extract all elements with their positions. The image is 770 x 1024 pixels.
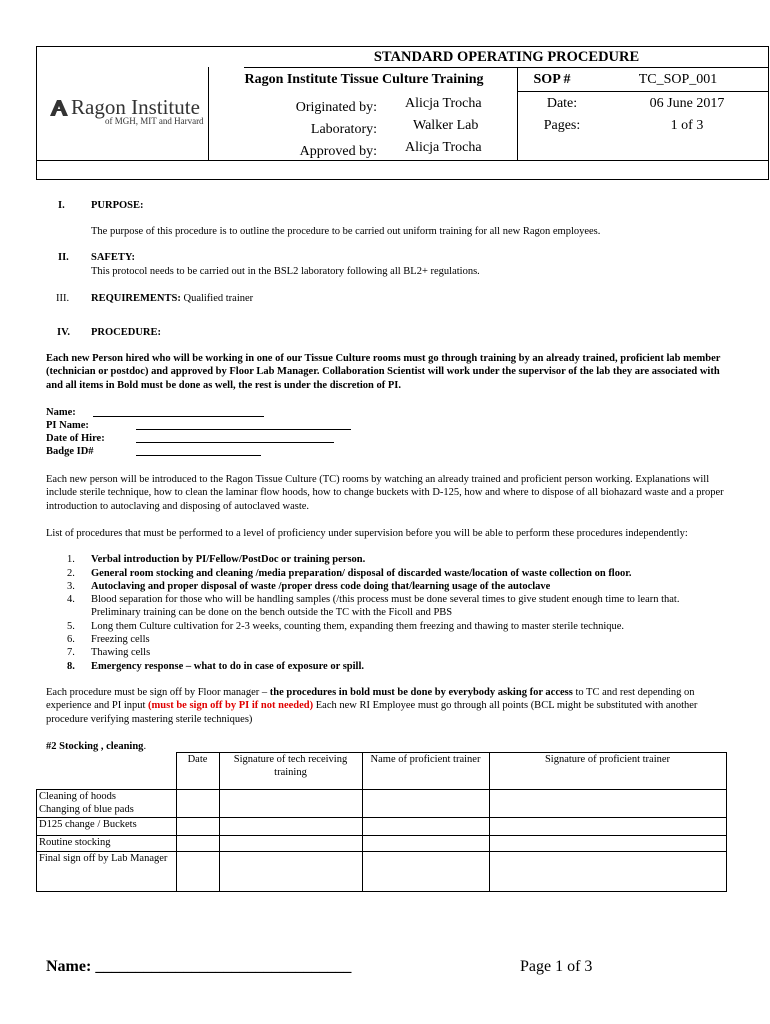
- table-cell[interactable]: [219, 790, 362, 818]
- divider: [208, 67, 209, 160]
- table-cell[interactable]: [362, 818, 489, 836]
- table-row-label: D125 change / Buckets: [37, 818, 177, 836]
- table-header-row: [37, 753, 727, 790]
- footer-page-number: Page 1 of 3: [520, 958, 593, 975]
- table-caption-period: .: [143, 741, 147, 752]
- purpose-heading: PURPOSE:: [91, 200, 144, 211]
- list-item-number: 8.: [67, 661, 75, 672]
- logo-subtitle: of MGH, MIT and Harvard: [105, 116, 204, 126]
- pages-value: 1 of 3: [670, 118, 704, 133]
- sop-title: STANDARD OPERATING PROCEDURE: [244, 47, 769, 68]
- list-item: General room stocking and cleaning /media preparation/ disposal of discarded waste/location of waste collection on floor.: [91, 568, 632, 579]
- table-cell[interactable]: [219, 836, 362, 852]
- signoff-red-note: (must be sign off by PI if not needed): [148, 700, 314, 712]
- table-cell[interactable]: [489, 790, 726, 818]
- date-of-hire-label: Date of Hire:: [46, 433, 105, 444]
- table-row-label: Routine stocking: [37, 836, 177, 852]
- table-row: [37, 790, 727, 818]
- purpose-text: The purpose of this procedure is to outline the procedure to be carried out uniform training for all new Ragon employees.: [91, 226, 601, 237]
- table-caption-text: #2 Stocking , cleaning: [46, 741, 144, 752]
- pi-name-label: PI Name:: [46, 420, 89, 431]
- list-item: Emergency response – what to do in case of exposure or spill.: [91, 661, 364, 672]
- table-row: [37, 836, 727, 852]
- safety-heading: SAFETY:: [91, 252, 135, 263]
- approved-label: Approved by:: [299, 144, 377, 159]
- procedure-heading: PROCEDURE:: [91, 327, 161, 338]
- table-cell[interactable]: [489, 852, 726, 892]
- sop-subtitle: Ragon Institute Tissue Culture Training: [244, 72, 484, 87]
- purpose-number: I.: [58, 200, 65, 211]
- badge-id-label: Badge ID#: [46, 446, 94, 457]
- table-header-blank: [37, 753, 177, 790]
- sop-number-value: TC_SOP_001: [638, 72, 718, 87]
- badge-id-line[interactable]: [136, 455, 261, 456]
- signoff-text: Each procedure must be sign off by Floor manager –: [46, 687, 270, 698]
- table-cell[interactable]: [176, 790, 219, 818]
- list-item: Thawing cells: [91, 647, 151, 658]
- table-cell[interactable]: [489, 818, 726, 836]
- table-header-trainer-name: Name of proficient trainer: [362, 753, 489, 790]
- laboratory-value: Walker Lab: [413, 118, 479, 133]
- intro-paragraph: Each new person will be introduced to the Ragon Tissue Culture (TC) rooms by watching an already trained and proficient person working. Explanations will include sterile technique, how to clean the laminar flow hoods, how to change buckets with D-125, how and where to dispose of all biohazard waste and a proper introduction to autoclaving and disposing of autoclaved waste.: [46, 474, 724, 512]
- signoff-paragraph: [46, 686, 726, 726]
- table-row: [37, 852, 727, 892]
- list-item-number: 2.: [67, 568, 75, 579]
- table-row-label: Final sign off by Lab Manager: [37, 852, 177, 892]
- divider: [37, 160, 768, 161]
- list-item-number: 3.: [67, 581, 75, 592]
- name-field-line[interactable]: [93, 416, 264, 417]
- list-item-number: 1.: [67, 554, 75, 565]
- table-header-date: Date: [176, 753, 219, 790]
- list-intro: List of procedures that must be performed to a level of proficiency under supervision before you will be able to perform these procedures independently:: [46, 528, 688, 539]
- approved-value: Alicja Trocha: [405, 140, 482, 155]
- table-header-tech-signature: Signature of tech receiving training: [219, 753, 362, 790]
- safety-number: II.: [58, 252, 69, 263]
- divider: [517, 91, 768, 92]
- ragon-logo-icon: [49, 97, 69, 117]
- list-item: Blood separation for those who will be handling samples (/this process must be done several times to give student enough time to learn that. Preliminary training can be done on the bench outside the TC with the Ficoll and PBS: [91, 594, 680, 619]
- table-cell[interactable]: [362, 790, 489, 818]
- list-item: Freezing cells: [91, 634, 150, 645]
- originated-value: Alicja Trocha: [405, 96, 482, 111]
- pages-label: Pages:: [543, 118, 581, 133]
- table-cell[interactable]: [176, 818, 219, 836]
- list-item-number: 4.: [67, 594, 75, 605]
- table-cell[interactable]: [219, 852, 362, 892]
- signoff-text: Each new RI Employee must go through all points (BCL might be substituted with another procedure verifying mastering sterile techniques): [46, 700, 698, 725]
- table-cell[interactable]: [176, 852, 219, 892]
- requirements-number: III.: [56, 293, 70, 304]
- date-of-hire-line[interactable]: [136, 442, 334, 443]
- table-cell[interactable]: [489, 836, 726, 852]
- pi-name-line[interactable]: [136, 429, 351, 430]
- footer-name-line: Name: ________________________________: [46, 958, 352, 975]
- table-cell[interactable]: [176, 836, 219, 852]
- table-row-label: Cleaning of hoods Changing of blue pads: [37, 790, 177, 818]
- safety-text: This protocol needs to be carried out in the BSL2 laboratory following all BL2+ regulations.: [91, 266, 480, 277]
- list-item-number: 6.: [67, 634, 75, 645]
- list-item: Autoclaving and proper disposal of waste /proper dress code doing that/learning usage of the autoclave: [91, 581, 551, 592]
- table-cell[interactable]: [219, 818, 362, 836]
- sop-header-box: [36, 46, 769, 180]
- table-header-trainer-signature: Signature of proficient trainer: [489, 753, 726, 790]
- procedure-intro: Each new Person hired who will be working in one of our Tissue Culture rooms must go through training by an already trained, proficient lab member (technician or postdoc) and approved by Floor Lab Manager. Collaboration Scientist will work under the supervisor of the lab they are associated with and all items in Bold must be done as well, the rest is under the discretion of PI.: [46, 353, 721, 391]
- date-label: Date:: [546, 96, 578, 111]
- procedure-number: IV.: [57, 327, 70, 338]
- list-item: Verbal introduction by PI/Fellow/PostDoc or training person.: [91, 554, 366, 565]
- signoff-bold-text: the procedures in bold must be done by everybody asking for access: [269, 687, 573, 698]
- signoff-text: to TC and rest depending on experience and PI input: [46, 687, 695, 712]
- requirements-text: Qualified trainer: [183, 293, 254, 304]
- originated-label: Originated by:: [295, 100, 377, 115]
- table-cell[interactable]: [362, 852, 489, 892]
- logo-name: Ragon Institute: [71, 95, 200, 119]
- table-row: [37, 818, 727, 836]
- date-value: 06 June 2017: [649, 96, 725, 111]
- name-field-label: Name:: [46, 407, 76, 418]
- table-cell[interactable]: [362, 836, 489, 852]
- list-item-number: 7.: [67, 647, 75, 658]
- laboratory-label: Laboratory:: [310, 122, 377, 137]
- sop-number-label: SOP #: [533, 72, 571, 87]
- list-item-number: 5.: [67, 621, 75, 632]
- requirements-heading: REQUIREMENTS:: [91, 293, 181, 304]
- stocking-cleaning-table: [36, 752, 727, 892]
- list-item: Long them Culture cultivation for 2-3 weeks, counting them, expanding them freezing and thawing to master sterile technique.: [91, 621, 625, 632]
